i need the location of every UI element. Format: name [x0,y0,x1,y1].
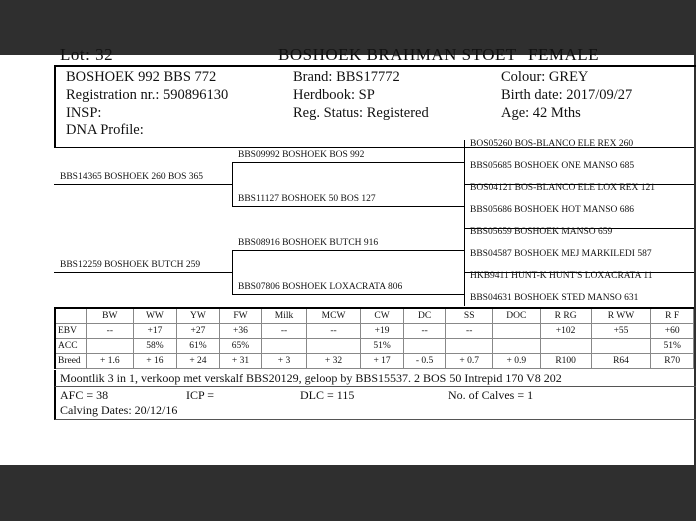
col-cw: CW [361,308,404,324]
calving-dates: Calving Dates: 20/12/16 [60,403,178,417]
pedigree-dds: HKB9411 HUNT-K HUNT'S LOXACRATA 11 [470,271,653,281]
pedigree-dam-dam: BBS07806 BOSHOEK LOXACRATA 806 [238,282,403,292]
col-dc: DC [403,308,446,324]
bottom-dark-bar [0,465,694,521]
icp: ICP = [186,388,214,402]
animal-sex: FEMALE [528,45,599,64]
lot-header [60,45,599,65]
reg-status: Reg. Status: Registered [293,105,429,121]
table-row: ACC 58% 61% 65% 51% 51% [55,339,694,354]
afc: AFC = 38 [60,388,109,402]
animal-info-box [54,65,696,147]
birth-date: Birth date: 2017/09/27 [501,87,633,103]
dna-profile: DNA Profile: [66,122,144,138]
herdbook: Herdbook: SP [293,87,375,103]
table-row: EBV -- +17 +27 +36 -- -- +19 -- -- +102 +55 +60 [55,324,694,339]
table-row: Breed + 1.6 + 16 + 24 + 31 + 3 + 32 + 17 - 0.5 + 0.7 + 0.9 R100 R64 R70 [55,354,694,369]
pedigree-dss: BBS05659 BOSHOEK MANSO 659 [470,227,613,237]
col-bw: BW [87,308,134,324]
number-of-calves: No. of Calves = 1 [448,388,534,402]
animal-name: BOSHOEK 992 BBS 772 [66,69,217,85]
col-rf: R F [651,308,694,324]
ebv-header-row [55,308,694,324]
dlc: DLC = 115 [300,388,355,402]
registration-number: Registration nr.: 590896130 [66,87,229,103]
col-ww: WW [133,308,177,324]
col-milk: Milk [262,308,307,324]
pedigree-sds: BOS04121 BOS-BLANCO ELE LOX REX 121 [470,183,655,193]
col-doc: DOC [493,308,541,324]
pedigree-sire-sire: BBS09992 BOSHOEK BOS 992 [238,150,365,160]
col-ss: SS [446,308,493,324]
pedigree-dam-sire: BBS08916 BOSHOEK BUTCH 916 [238,238,379,248]
col-rww: R WW [591,308,651,324]
colour: Colour: GREY [501,69,589,85]
ebv-table [54,307,694,369]
pedigree-dsd: BBS04587 BOSHOEK MEJ MARKILEDI 587 [470,249,652,259]
insp-field: INSP: [66,105,102,121]
pedigree-sss: BOS05260 BOS-BLANCO ELE REX 260 [470,139,634,149]
pedigree-dam: BBS12259 BOSHOEK BUTCH 259 [60,260,201,270]
document-page [0,45,694,465]
lot-number: Lot: 32 [60,45,114,64]
stud-name: BOSHOEK BRAHMAN STOET [278,45,517,64]
pedigree-sire: BBS14365 BOSHOEK 260 BOS 365 [60,172,204,182]
pedigree-ssd: BBS05685 BOSHOEK ONE MANSO 685 [470,161,635,171]
pedigree-sire-dam: BBS11127 BOSHOEK 50 BOS 127 [238,194,376,204]
brand: Brand: BBS17772 [293,69,400,85]
age: Age: 42 Mths [501,105,581,121]
pedigree-sdd: BBS05686 BOSHOEK HOT MANSO 686 [470,205,634,215]
col-yw: YW [177,308,220,324]
pedigree-ddd: BBS04631 BOSHOEK STED MANSO 631 [470,293,639,303]
calving-box [54,387,696,420]
col-fw: FW [219,308,262,324]
remarks-text: Moontlik 3 in 1, verkoop met verskalf BBS20129, geloop by BBS15537. 2 BOS 50 Intrepid 170 V8 202 [60,371,562,385]
col-rrg: R RG [540,308,591,324]
remarks-box [54,370,696,387]
col-mcw: MCW [306,308,361,324]
